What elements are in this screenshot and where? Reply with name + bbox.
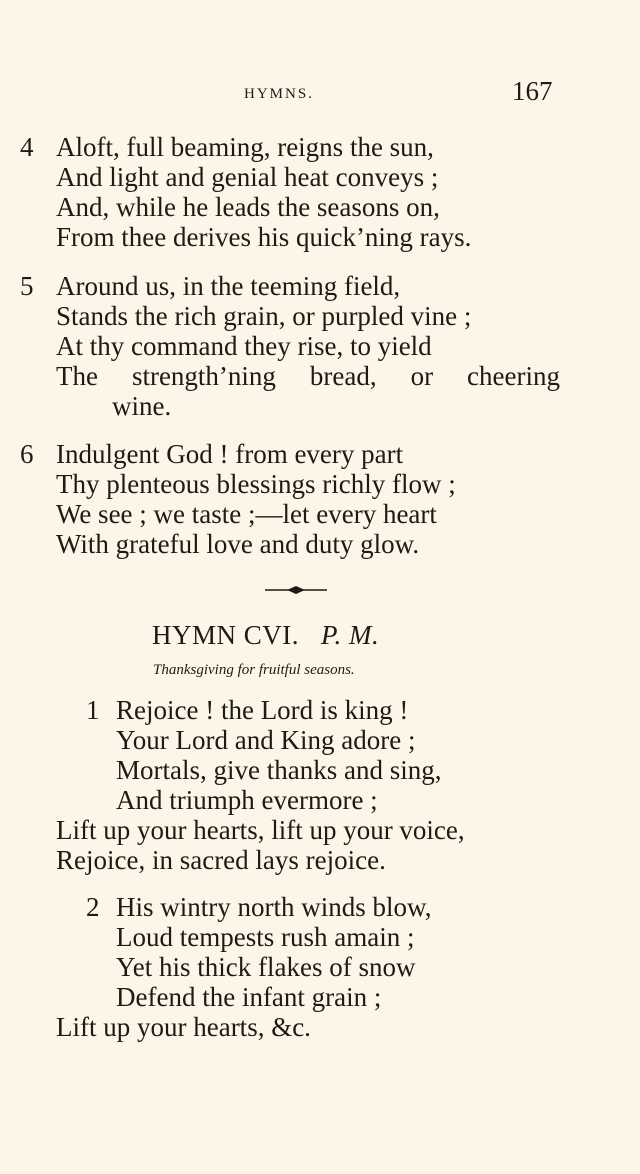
- verse-line: At thy command they rise, to yield: [56, 331, 432, 361]
- verse-line: Rejoice ! the Lord is king !: [116, 695, 409, 725]
- verse-line: And, while he leads the seasons on,: [56, 192, 440, 222]
- verse-line: Stands the rich grain, or purpled vine ;: [56, 301, 472, 331]
- chorus-line: Lift up your hearts, lift up your voice,: [56, 815, 465, 845]
- verse-line: And triumph evermore ;: [116, 785, 378, 815]
- verse-line: Around us, in the teeming field,: [56, 271, 401, 301]
- verse-line: His wintry north winds blow,: [116, 892, 432, 922]
- verse-line-turnover: wine.: [112, 391, 172, 421]
- chorus-line: Rejoice, in sacred lays rejoice.: [56, 845, 386, 875]
- hymn-title: [152, 620, 379, 651]
- verse-line: Yet his thick flakes of snow: [116, 952, 416, 982]
- page-number: 167: [512, 76, 553, 106]
- stanza-number: 2: [86, 892, 100, 922]
- verse-line: Indulgent God ! from every part: [56, 439, 404, 469]
- hymn-number: HYMN CVI.: [152, 620, 300, 650]
- stanza-number: 5: [20, 271, 34, 301]
- verse-line: And light and genial heat conveys ;: [56, 162, 439, 192]
- verse-line: Loud tempests rush amain ;: [116, 922, 415, 952]
- stanza-number: 4: [20, 132, 34, 162]
- verse-line: Thy plenteous blessings richly flow ;: [56, 469, 456, 499]
- stanza-number: 1: [86, 695, 100, 725]
- verse-line: Defend the infant grain ;: [116, 982, 382, 1012]
- verse-line: The strength’ning bread, or cheering: [56, 361, 560, 391]
- running-head: HYMNS.: [244, 86, 314, 102]
- stanza-number: 6: [20, 439, 34, 469]
- verse-line: Your Lord and King adore ;: [116, 725, 416, 755]
- verse-line: With grateful love and duty glow.: [56, 529, 420, 559]
- verse-line: Aloft, full beaming, reigns the sun,: [56, 132, 434, 162]
- chorus-line: Lift up your hearts, &c.: [56, 1012, 311, 1042]
- verse-line: We see ; we taste ;—let every heart: [56, 499, 437, 529]
- verse-line: Mortals, give thanks and sing,: [116, 755, 442, 785]
- hymn-subtitle: Thanksgiving for fruitful seasons.: [153, 662, 355, 678]
- hymn-meter: P. M.: [321, 620, 380, 650]
- ornament-divider: [265, 584, 327, 596]
- verse-line: From thee derives his quick’ning rays.: [56, 222, 472, 252]
